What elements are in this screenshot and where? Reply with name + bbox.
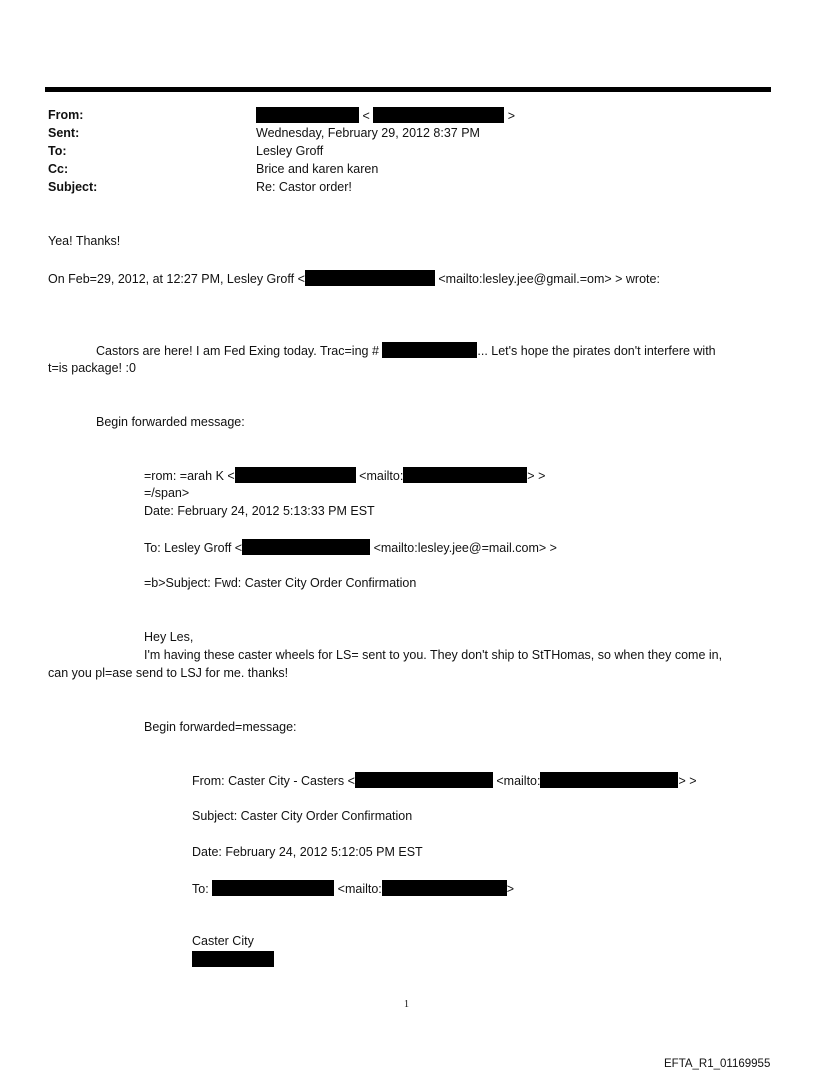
onfeb-line [48,270,660,288]
date-1: Date: February 24, 2012 5:13:33 PM EST [144,504,375,518]
to-line [144,539,557,557]
onfeb-pre: On Feb=29, 2012, at 12:27 PM, Lesley Groff < [48,272,305,286]
cc-to-mid: <mailto: [337,882,382,896]
rom-mid: <mailto: [359,469,404,483]
having-line: I'm having these caster wheels for LS= sent to you. They don't ship to StTHomas, so when they come in, [144,648,723,662]
cc-from-pre: From: Caster City - Casters < [192,774,355,788]
castors-pre: Castors are here! I am Fed Exing today. Trac=ing # [96,344,379,358]
cc-from-line [192,772,697,790]
cc-subject: Subject: Caster City Order Confirmation [192,809,413,823]
to-label: To: [48,144,67,158]
from-value [256,107,515,125]
subject-value: Re: Castor order! [256,180,352,194]
castors-line [96,342,716,360]
redaction-block [212,880,334,896]
subject-fwd: =b>Subject: Fwd: Caster City Order Confirmation [144,576,417,590]
cc-to-line [192,880,514,898]
redaction-block [373,107,504,123]
signature-redaction [192,951,274,969]
cc-date: Date: February 24, 2012 5:12:05 PM EST [192,845,423,859]
redaction-block [235,467,356,483]
redaction-block [403,467,527,483]
to-post: <mailto:lesley.jee@=mail.com> > [373,541,557,555]
cc-value: Brice and karen karen [256,162,379,176]
cc-to-pre: To: [192,882,209,896]
page-number: 1 [404,999,409,1010]
begin-forwarded-2: Begin forwarded=message: [144,720,297,734]
cc-label: Cc: [48,162,69,176]
caster-city-signature: Caster City [192,934,254,948]
redaction-block [355,772,493,788]
redaction-block [540,772,678,788]
hey-line: Hey Les, [144,630,194,644]
cc-to-post: > [506,882,515,896]
sent-label: Sent: [48,126,80,140]
cc-from-mid: <mailto: [496,774,541,788]
from-gt: > [507,109,516,123]
document-id: EFTA_R1_01169955 [664,1058,771,1070]
castors-line-2: t=is package! :0 [48,361,136,375]
subject-label: Subject: [48,180,98,194]
sent-value: Wednesday, February 29, 2012 8:37 PM [256,126,480,140]
redaction-block [256,107,359,123]
redaction-block [305,270,435,286]
begin-forwarded-1: Begin forwarded message: [96,415,245,429]
having-line-2: can you pl=ase send to LSJ for me. thanks! [48,666,289,680]
redaction-block [192,951,274,967]
from-lt: < [362,109,370,123]
castors-post: ... Let's hope the pirates don't interfere with [477,344,716,358]
to-value: Lesley Groff [256,144,324,158]
redaction-block [382,342,477,358]
header-rule [45,87,771,92]
rom-post: > > [527,469,546,483]
onfeb-post: <mailto:lesley.jee@gmail.=om> > wrote: [438,272,660,286]
span-close: =/span> [144,486,190,500]
to-pre: To: Lesley Groff < [144,541,243,555]
redaction-block [382,880,507,896]
rom-pre: =rom: =arah K < [144,469,235,483]
rom-line [144,467,545,485]
redaction-block [242,539,370,555]
from-label: From: [48,108,84,122]
reply-text: Yea! Thanks! [48,234,121,248]
cc-from-post: > > [678,774,697,788]
